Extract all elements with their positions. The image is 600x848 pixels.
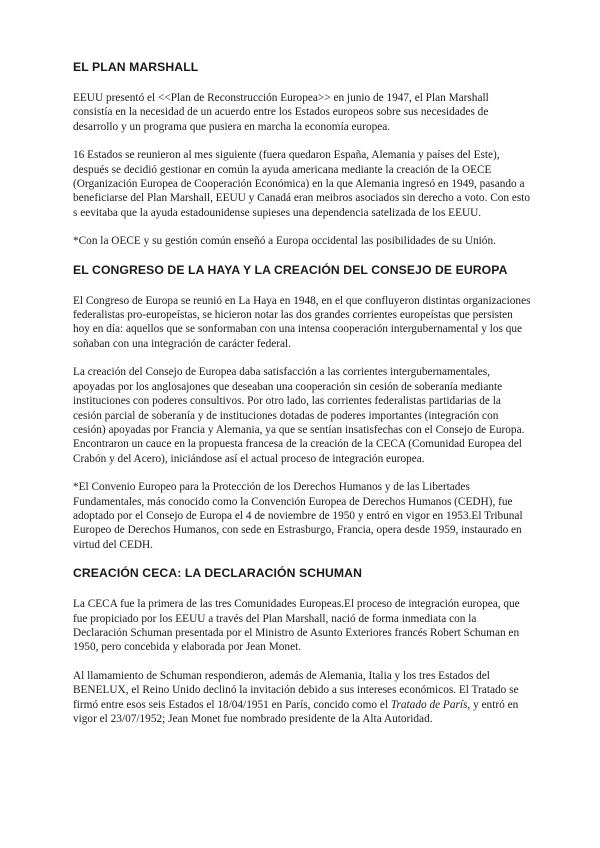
paragraph-schuman-2-text-after: , y entró en vigor el 23/07/1952; Jean Monet fue nombrado presidente de la Alta Autoridad. [73,698,519,725]
paragraph-plan-marshall-2: 16 Estados se reunieron al mes siguiente (fuera quedaron España, Alemania y países del Este), después se decidió gestionar en común la ayuda americana mediante la creación de la OECE (Organización Europea de Cooperación Económica) en la que Alemania ingresó en 1949, pasando a beneficiarse del Plan Marshall, EEUU y Canadá eran meibros asociados sin derecho a voto. Con esto s eevitaba que la ayuda estadounidense supieses una dependencia satelizada de los EEUU. [73,149,531,219]
paragraph-schuman-2 [73,669,531,727]
paragraph-plan-marshall-1: EEUU presentó el <<Plan de Reconstrucción Europea>> en junio de 1947, el Plan Marshall consistía en la necesidad de un acuerdo entre los Estados europeos sobre sus necesidades de desarrollo y un programa que pusiera en marcha la economía europea. [73,92,489,133]
paragraph-congreso-haya-note: *El Convenio Europeo para la Protección de los Derechos Humanos y de las Libertades Fundamentales, más conocido como la Convención Europea de Derechos Humanos (CEDH), fue adoptado por el Consejo de Europa el 4 de noviembre de 1950 y entró en vigor en 1953.El Tribunal Europeo de Derechos Humanos, con sede en Estrasburgo, Francia, opera desde 1959, instaurado en virtud del CEDH. [73,481,523,551]
paragraph-congreso-haya-1: El Congreso de Europa se reunió en La Haya en 1948, en el que confluyeron distintas organizaciones federalistas pro-europeístas, se hicieron notar las dos grandes corrientes europeístas que persisten hoy en día: aquellos que se sonformaban con una intensa cooperación intergubernamental y los que soñaban con una integración de carácter federal. [73,294,531,350]
paragraph-plan-marshall-note: *Con la OECE y su gestión común enseñó a Europa occidental las posibilidades de su Unión. [73,235,496,248]
document-page [73,60,531,726]
paragraph-congreso-haya-2: La creación del Consejo de Europea daba satisfacción a las corrientes intergubernamentales, apoyadas por los anglosajones que deseaban una cooperación sin cesión de soberanía mediante instituciones con poderes consultivos. Por otro lado, las corrientes federalistas partidarias de la cesión parcial de soberanía y de instituciones dotadas de poderes importantes (integración con cesión) apoyadas por Francia y Alemania, ya que se sentían insatisfechas con el Consejo de Europa. Encontraron un cauce en la propuesta francesa de la creación de la CECA (Comunidad Europea del Crabón y del Acero), iniciándose así el actual proceso de integración europea. [73,366,525,465]
section-heading-congreso-haya: EL CONGRESO DE LA HAYA Y LA CREACIÓN DEL CONSEJO DE EUROPA [73,262,508,277]
paragraph-schuman-1: La CECA fue la primera de las tres Comunidades Europeas.El proceso de integración europea, que fue propiciado por los EEUU a través del Plan Marshall, nació de forma inmediata con la Declaración Schuman presentada por el Ministro de Asunto Exteriores francés Robert Schuman en 1950, pero concebida y elaborada por Jean Monet. [73,598,520,654]
section-heading-declaracion-schuman: CREACIÓN CECA: LA DECLARACIÓN SCHUMAN [73,566,362,581]
paragraph-schuman-2-text-before: Al llamamiento de Schuman respondieron, además de Alemania, Italia y los tres Estados del BENELUX, el Reino Unido declinó la invitación debido a sus intereses económicos. El Tratado se firmó entre esos seis Estados el 18/04/1951 en París, concido como el [73,669,519,711]
section-heading-plan-marshall: EL PLAN MARSHALL [73,60,199,74]
tratado-de-paris-italic: Tratado de París [390,698,468,711]
